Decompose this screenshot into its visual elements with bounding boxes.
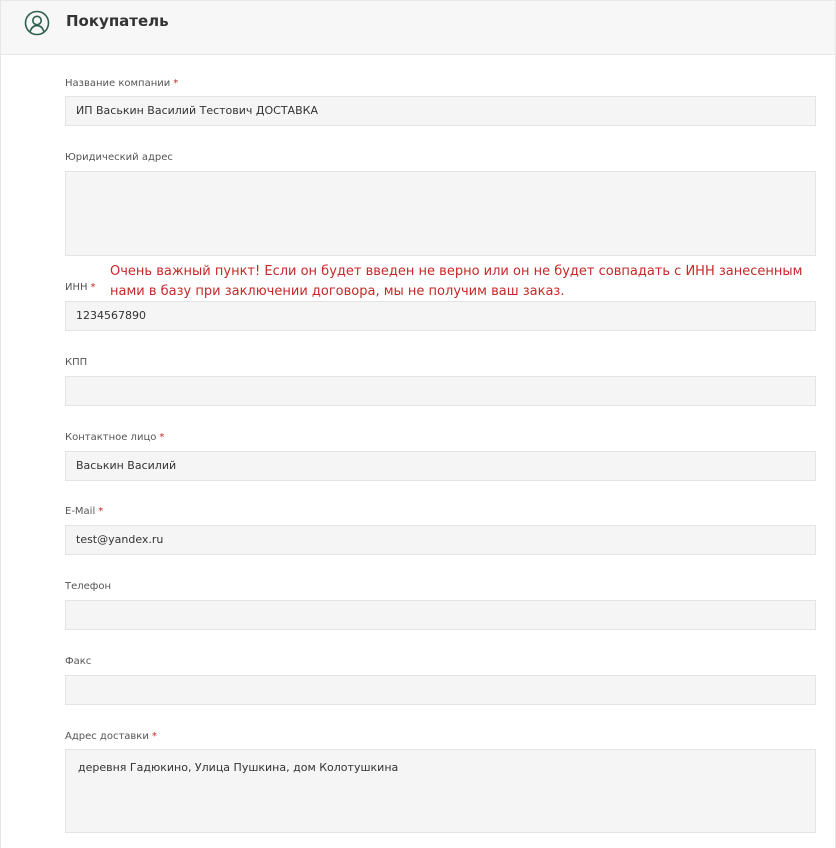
kpp-label: КПП — [65, 357, 88, 368]
inn-warning-note: Очень важный пункт! Если он будет введен не верно или он не будет совпадать с ИНН занесенным нами в базу при заключении договора, мы не получим ваш заказ. — [110, 264, 803, 299]
section-header — [1, 0, 835, 55]
email-field[interactable]: test@yandex.ru — [65, 525, 816, 555]
email-label: E-Mail * — [65, 506, 104, 517]
required-mark: * — [159, 432, 165, 443]
required-mark: * — [98, 506, 104, 517]
phone-label: Телефон — [65, 581, 112, 592]
fax-label: Факс — [65, 656, 92, 667]
user-circle-icon — [24, 10, 50, 36]
legal-address-label: Юридический адрес — [65, 152, 173, 163]
required-mark: * — [90, 282, 96, 293]
company-label: Название компании * — [65, 78, 179, 89]
section-title: Покупатель — [66, 12, 169, 30]
phone-field[interactable] — [65, 600, 816, 630]
inn-field[interactable]: 1234567890 — [65, 301, 816, 331]
contact-field[interactable]: Васькин Василий — [65, 451, 816, 481]
delivery-address-field[interactable]: деревня Гадюкино, Улица Пушкина, дом Колотушкина — [65, 749, 816, 833]
legal-address-field[interactable] — [65, 171, 816, 256]
company-field[interactable]: ИП Васькин Василий Тестович ДОСТАВКА — [65, 96, 816, 126]
delivery-address-label: Адрес доставки * — [65, 731, 157, 742]
contact-label: Контактное лицо * — [65, 432, 165, 443]
required-mark: * — [173, 78, 179, 89]
fax-field[interactable] — [65, 675, 816, 705]
kpp-field[interactable] — [65, 376, 816, 406]
required-mark: * — [151, 731, 157, 742]
inn-label: ИНН * — [65, 282, 96, 293]
